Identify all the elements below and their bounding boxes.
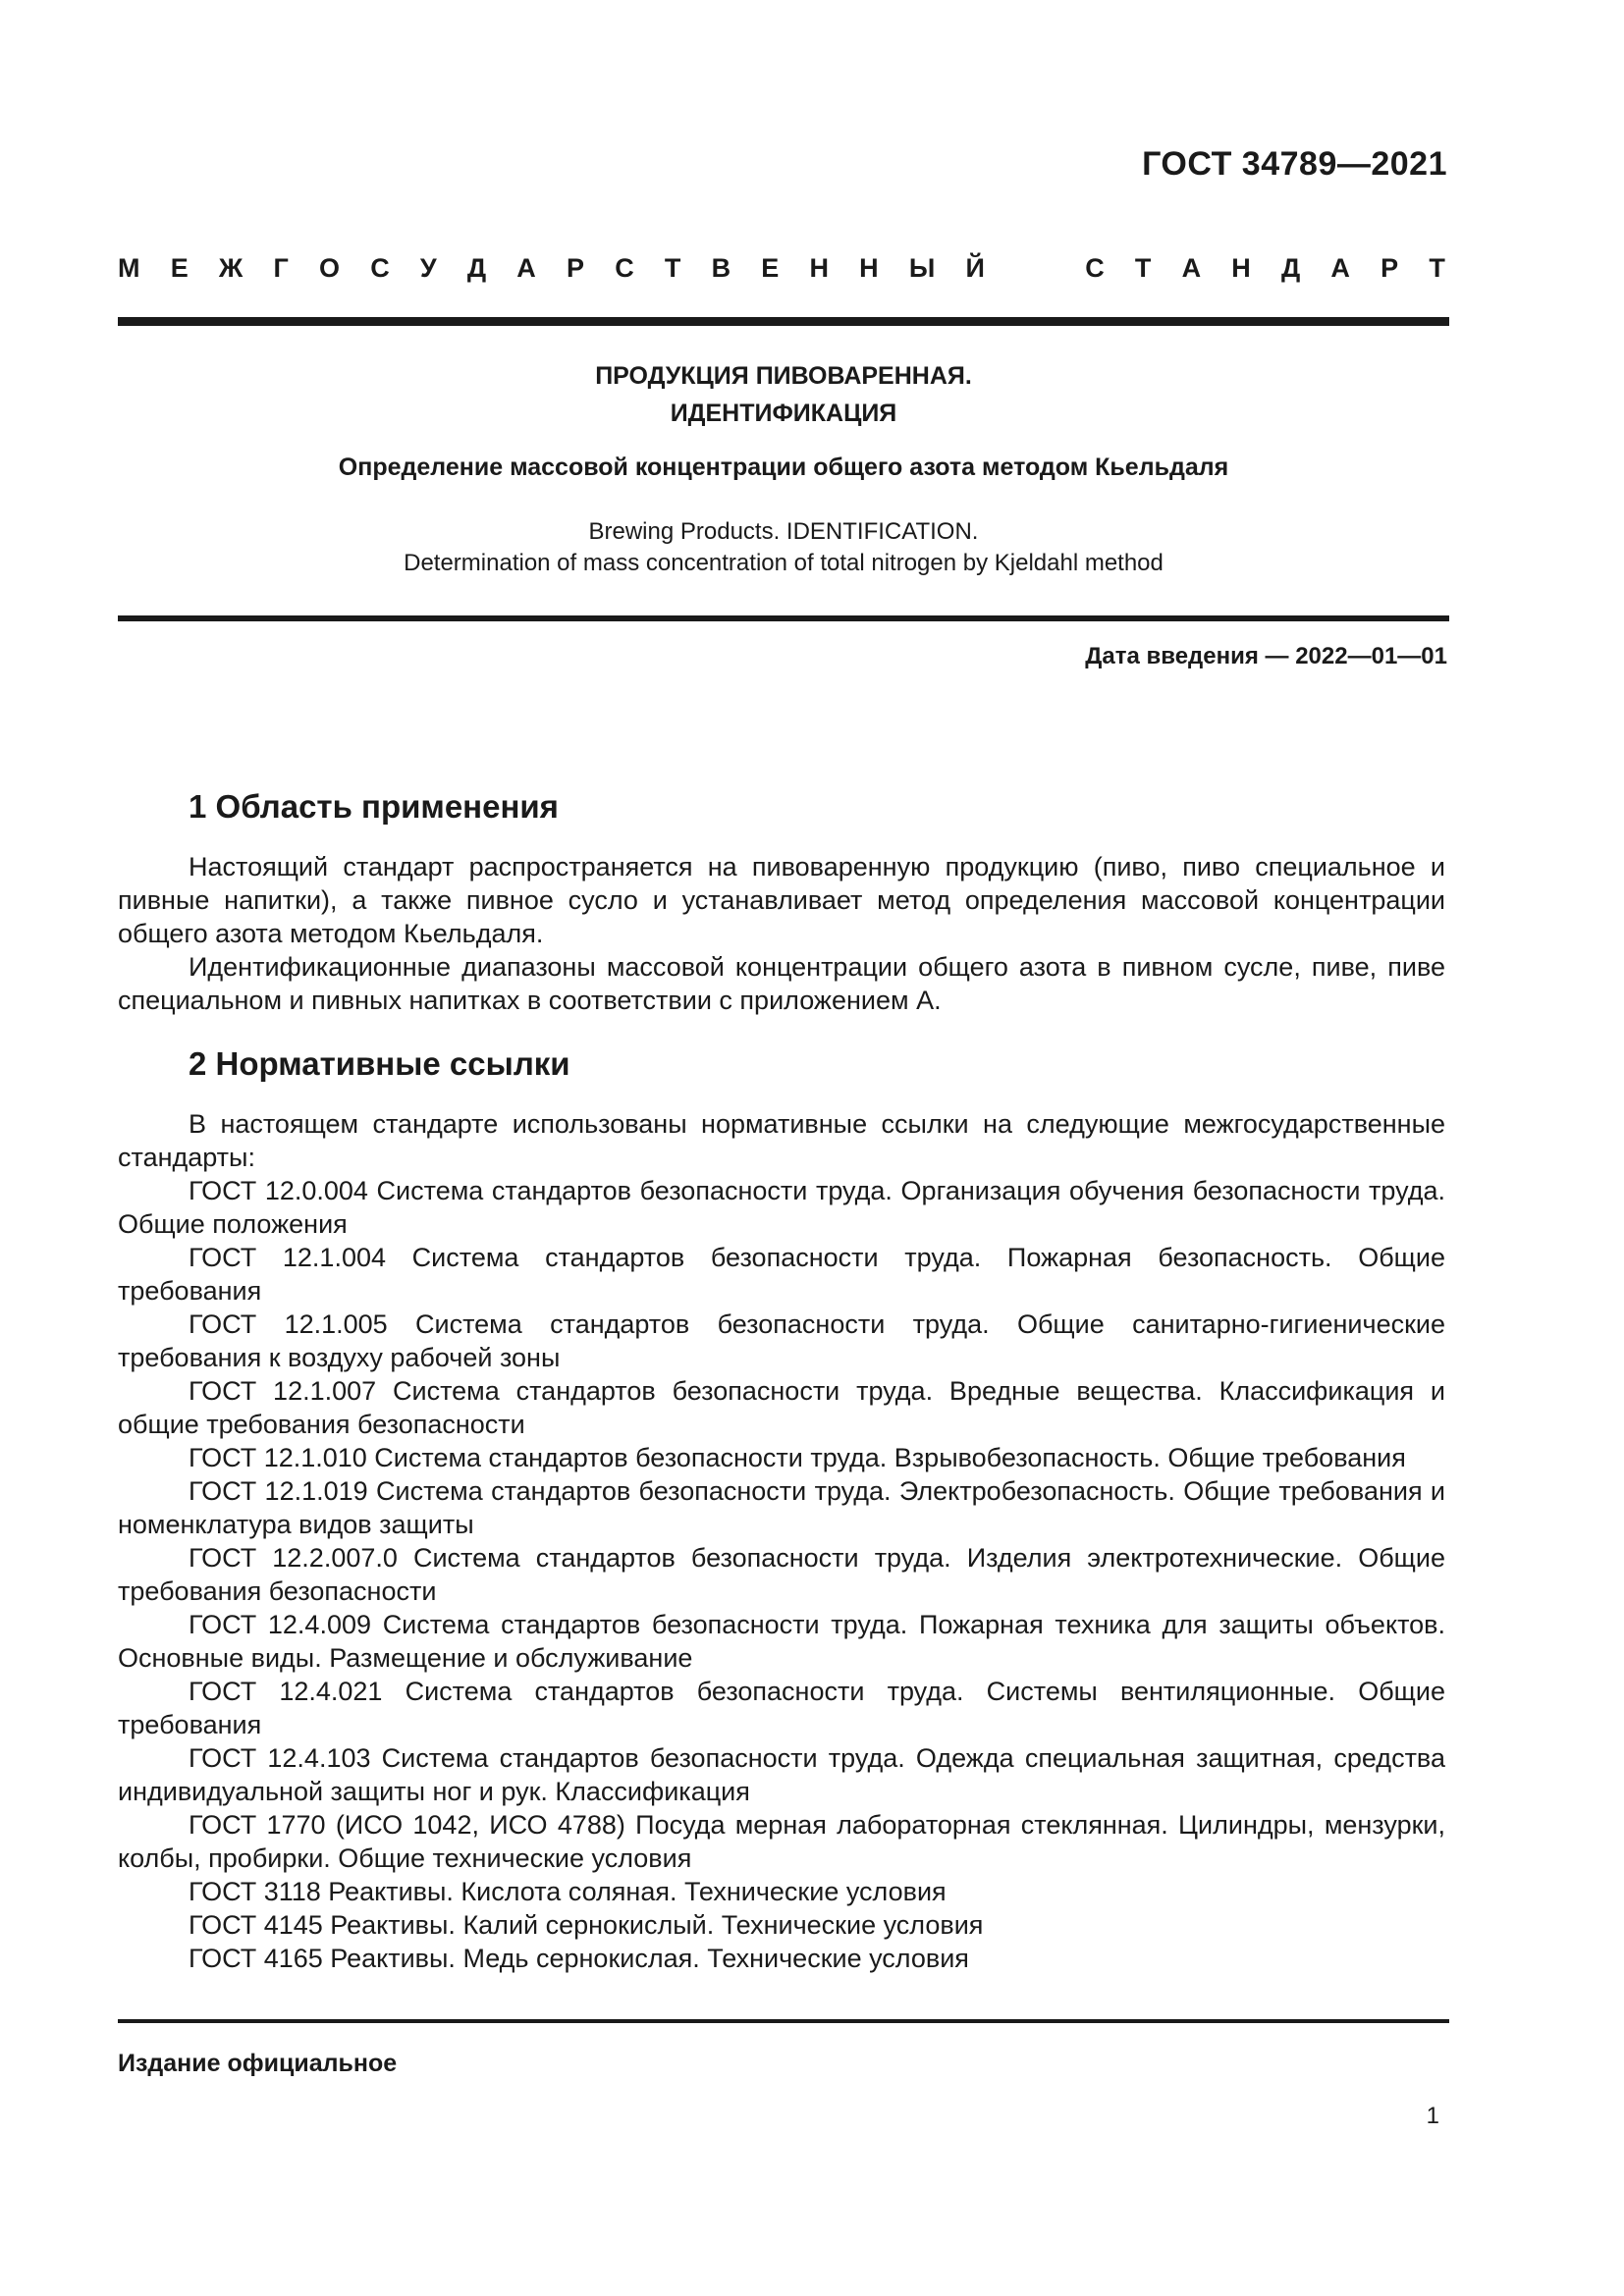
reference-item: ГОСТ 12.1.010 Система стандартов безопасности труда. Взрывобезопасность. Общие требования [189,1443,1406,1472]
banner-letter: С [370,253,390,283]
banner-letter: А [1330,253,1350,283]
reference-item: ГОСТ 4165 Реактивы. Медь сернокислая. Технические условия [189,1944,969,1973]
top-divider [118,317,1449,326]
banner-letter: Н [809,253,829,283]
banner-letter: С [615,253,634,283]
reference-item: ГОСТ 3118 Реактивы. Кислота соляная. Технические условия [189,1877,947,1906]
document-subtitle: Определение массовой концентрации общего азота методом Кьельдаля [338,454,1229,481]
reference-item: ГОСТ 1770 (ИСО 1042, ИСО 4788) Посуда мерная лабораторная стеклянная. Цилиндры, мензурки, колбы, пробирки. Общие технические условия [118,1810,1445,1873]
footer-divider [118,2019,1449,2023]
banner-letter: Т [1429,253,1445,283]
reference-item: ГОСТ 12.1.005 Система стандартов безопасности труда. Общие санитарно-гигиенические требования к воздуху рабочей зоны [118,1309,1445,1372]
paragraph: Настоящий стандарт распространяется на пивоваренную продукцию (пиво, пиво специальное и пивные напитки), а также пивное сусло и устанавливает метод определения массовой концентрации общего азота методом Кьельдаля. [118,852,1445,948]
banner-letter: Ж [218,253,244,283]
banner-letter: Н [859,253,879,283]
introduction-date: Дата введения — 2022—01—01 [1085,643,1447,669]
middle-divider [118,615,1449,621]
title-line-2: ИДЕНТИФИКАЦИЯ [670,400,897,427]
paragraph: В настоящем стандарте использованы нормативные ссылки на следующие межгосударственные стандарты: [118,1109,1445,1172]
english-title-line-2: Determination of mass concentration of total nitrogen by Kjeldahl method [404,550,1164,576]
banner-letter: Н [1231,253,1251,283]
banner-letter: М [118,253,140,283]
title-line-1: ПРОДУКЦИЯ ПИВОВАРЕННАЯ. [595,362,972,390]
banner-letter: Й [965,253,985,283]
banner-letter: А [1181,253,1202,283]
banner-letter: У [419,253,437,283]
reference-item: ГОСТ 12.1.004 Система стандартов безопасности труда. Пожарная безопасность. Общие требования [118,1243,1445,1306]
document-number: ГОСТ 34789—2021 [1142,145,1447,183]
reference-item: ГОСТ 12.4.021 Система стандартов безопасности труда. Системы вентиляционные. Общие требования [118,1677,1445,1739]
banner-letter: Т [664,253,681,283]
reference-item: ГОСТ 12.4.009 Система стандартов безопасности труда. Пожарная техника для защиты объектов. Основные виды. Размещение и обслуживание [118,1610,1445,1673]
banner-letter: Е [761,253,780,283]
reference-item: ГОСТ 12.1.019 Система стандартов безопасности труда. Электробезопасность. Общие требования и номенклатура видов защиты [118,1476,1445,1539]
section-1-heading: 1 Область применения [189,788,559,825]
english-title-line-1: Brewing Products. IDENTIFICATION. [588,518,979,545]
banner-letter: Ы [908,253,936,283]
banner-letter: С [1085,253,1105,283]
document-body [118,785,1445,1975]
banner-letter: Е [170,253,189,283]
banner-word-gap [1015,253,1055,284]
banner-letter: Д [466,253,487,283]
banner-letter: Г [273,253,289,283]
banner-letter: Р [566,253,584,283]
document-title [118,357,1449,432]
banner-letter: В [711,253,731,283]
section-2-heading: 2 Нормативные ссылки [189,1045,570,1082]
paragraph: Идентификационные диапазоны массовой концентрации общего азота в пивном сусле, пиве, пиве специальном и пивных напитках в соответствии с приложением А. [118,952,1445,1015]
page-number: 1 [1426,2103,1439,2129]
reference-item: ГОСТ 12.1.007 Система стандартов безопасности труда. Вредные вещества. Классификация и общие требования безопасности [118,1376,1445,1439]
english-title [118,516,1449,579]
reference-item: ГОСТ 12.2.007.0 Система стандартов безопасности труда. Изделия электротехнические. Общие требования безопасности [118,1543,1445,1606]
banner-letter: Р [1380,253,1399,283]
interstate-standard-banner [118,253,1445,284]
banner-letter: Т [1134,253,1152,283]
banner-letter: А [516,253,536,283]
banner-letter: О [318,253,340,283]
reference-item: ГОСТ 12.0.004 Система стандартов безопасности труда. Организация обучения безопасности труда. Общие положения [118,1176,1445,1239]
banner-letter: Д [1280,253,1301,283]
reference-item: ГОСТ 4145 Реактивы. Калий сернокислый. Технические условия [189,1910,984,1940]
reference-item: ГОСТ 12.4.103 Система стандартов безопасности труда. Одежда специальная защитная, средства индивидуальной защиты ног и рук. Классификация [118,1743,1445,1806]
official-edition-label: Издание официальное [118,2050,398,2077]
